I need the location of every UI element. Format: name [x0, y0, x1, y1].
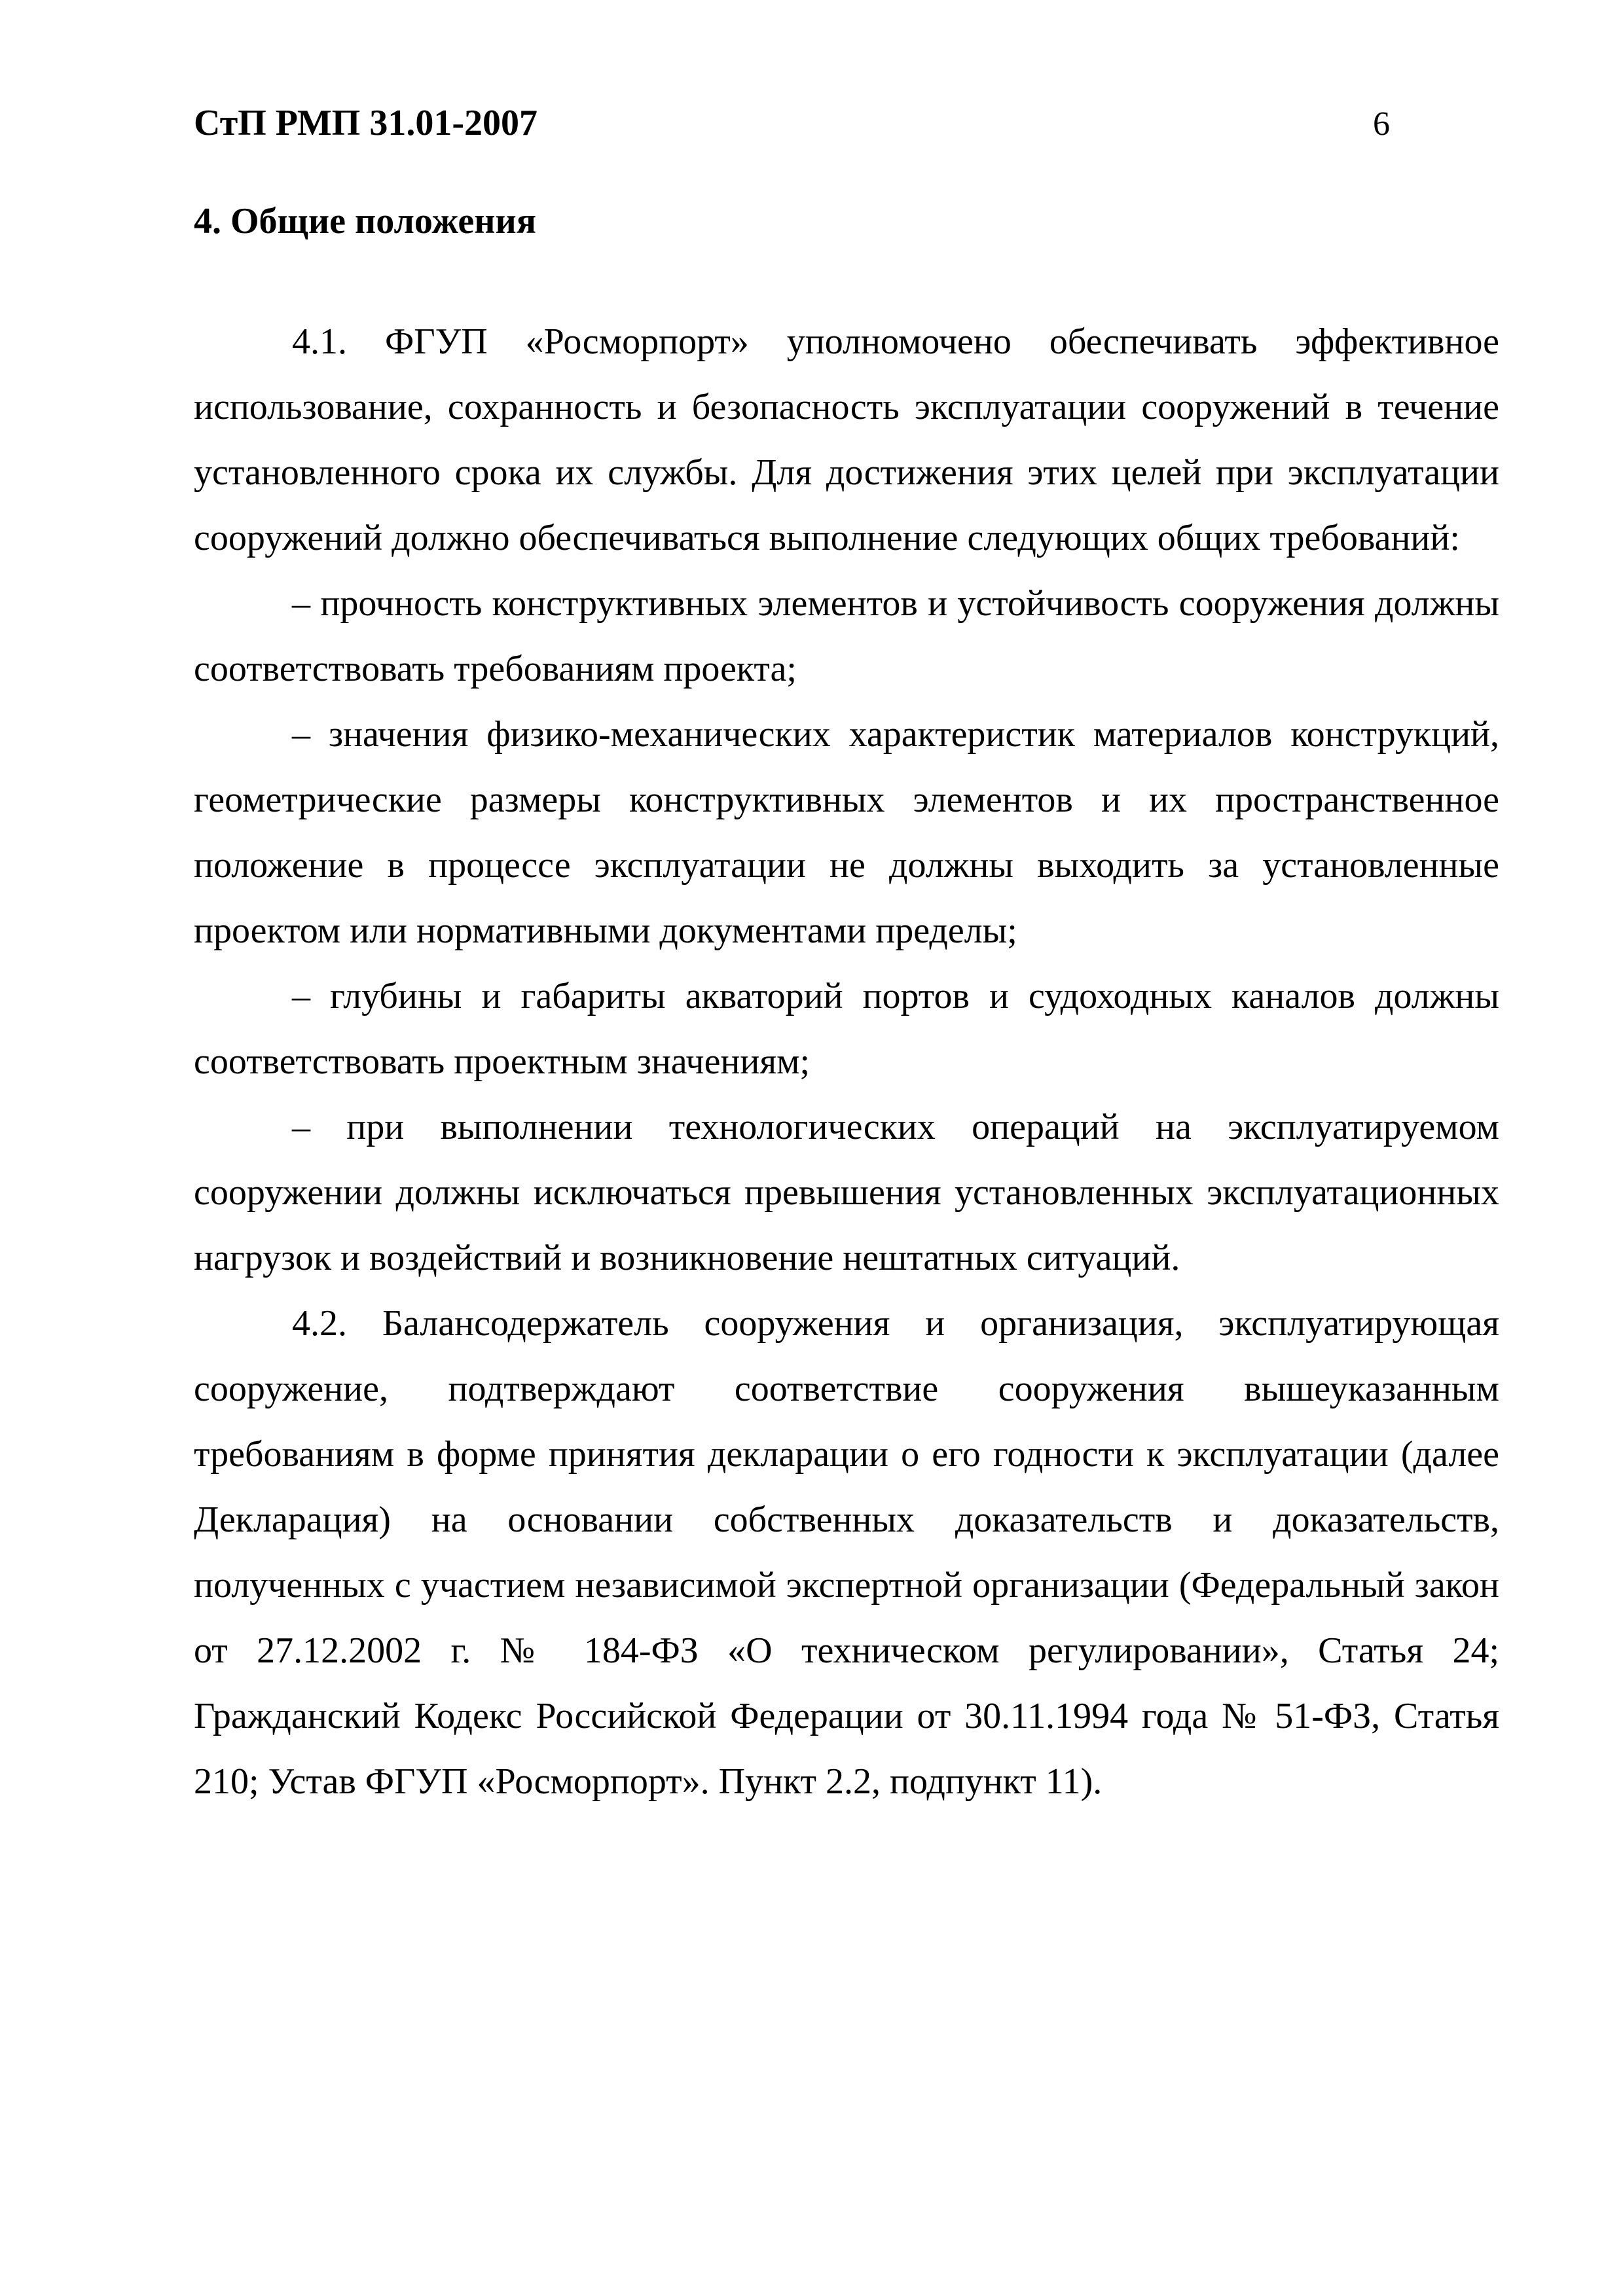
page-number: 6 — [1373, 105, 1390, 143]
section-body — [194, 309, 1499, 1814]
paragraph-4-1: 4.1. ФГУП «Росморпорт» уполномочено обеспечивать эффективное использование, сохранность и безопасность эксплуатации сооружений в течение установленного срока их службы. Для достижения этих целей при эксплуатации сооружений должно обеспечиваться выполнение следующих общих требований: — [194, 321, 1499, 558]
requirement-item: – значения физико-механических характеристик материалов конструкций, геометрические размеры конструктивных элементов и их пространственное положение в процессе эксплуатации не должны выходить за установленные проектом или нормативными документами пределы; — [194, 714, 1499, 951]
requirement-item: – при выполнении технологических операций на эксплуатируемом сооружении должны исключаться превышения установленных эксплуатационных нагрузок и воздействий и возникновение нештатных ситуаций. — [194, 1107, 1499, 1278]
document-code: СтП РМП 31.01-2007 — [194, 103, 538, 143]
paragraph-4-2: 4.2. Балансодержатель сооружения и организация, эксплуатирующая сооружение, подтверждают соответствие сооружения вышеуказанным требованиям в форме принятия декларации о его годности к эксплуатации (далее Декларация) на основании собственных доказательств и доказательств, полученных с участием независимой экспертной организации (Федеральный закон от 27.12.2002 г. № 184-ФЗ «О техническом регулировании», Статья 24; Гражданский Кодекс Российской Федерации от 30.11.1994 года № 51-ФЗ, Статья 210; Устав ФГУП «Росморпорт». Пункт 2.2, подпункт 11). — [194, 1303, 1499, 1802]
section-title: 4. Общие положения — [194, 201, 537, 242]
requirement-item: – прочность конструктивных элементов и устойчивость сооружения должны соответствовать требованиям проекта; — [194, 583, 1499, 689]
requirement-item: – глубины и габариты акваторий портов и судоходных каналов должны соответствовать проектным значениям; — [194, 976, 1499, 1082]
